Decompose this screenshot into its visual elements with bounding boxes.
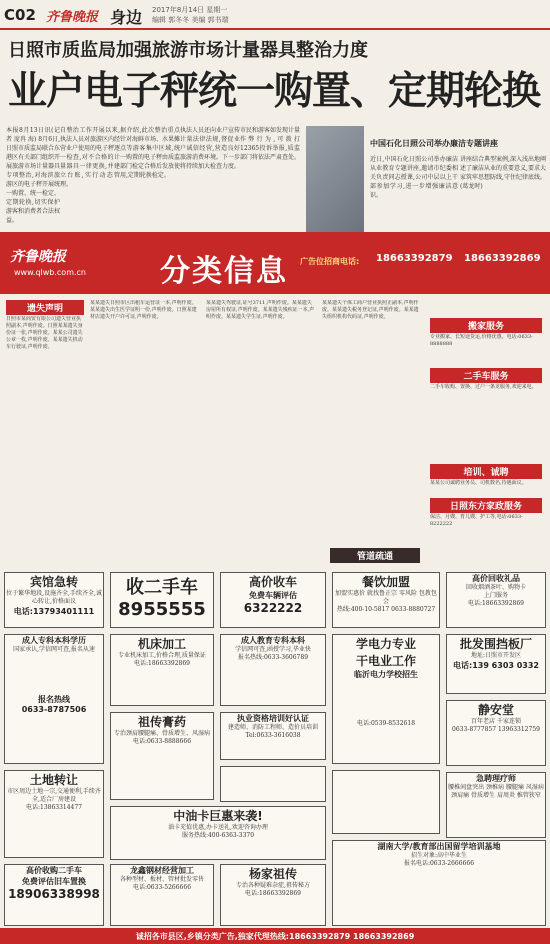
ad-body: 地址:日照市开发区	[470, 652, 522, 659]
lost-notice-column: 某某遗失个体工商户营业执照正副本,声明作废。某某遗失税务登记证,声明作废。某某遗失组织机构代码证,声明作废。	[322, 300, 419, 320]
ad-title: 静安堂	[477, 703, 514, 717]
ad-title: 成人专科本科学历	[22, 636, 86, 645]
article-kicker: 日照市质监局加强旅游市场计量器具整治力度	[8, 40, 368, 61]
banner-url[interactable]: www.qlwb.com.cn	[14, 268, 86, 277]
ad-phone: 6322222	[243, 601, 303, 615]
ad-box[interactable]	[446, 572, 546, 628]
ad-box[interactable]	[110, 864, 214, 926]
issue-date: 2017年8月14日 星期一	[152, 6, 228, 14]
page-number: C02	[4, 6, 36, 24]
ad-body: 招生对象:高中毕业生	[410, 852, 468, 859]
ad-box[interactable]	[220, 864, 326, 926]
ad-box[interactable]	[446, 772, 546, 838]
banner-logo: 齐鲁晚报	[10, 249, 66, 265]
ad-title: 高价收车	[248, 575, 297, 589]
ad-title: 土地转让	[29, 773, 78, 787]
banner-phone: 18663392869	[464, 253, 541, 264]
article-column: 执法人员还向业户宣传计量法律法规,督促业户诚信经营,营造良好旅游消费环境。下一步将持续加大检查力度。	[180, 127, 241, 170]
ad-phone: 0633-8787506	[21, 705, 87, 714]
ad-phone: 报名电话:0633-2666666	[403, 860, 475, 867]
article-column: 自整治工作开展以来,执法人员对旅游区内经营业户使用的电子秤逐一检查,对不合格的计量器具一律更换,并建立台账,实行动态管理。	[60, 127, 121, 188]
ad-box[interactable]	[4, 864, 104, 926]
move-header: 搬家服务	[430, 318, 542, 333]
ad-phone: 18906338998	[8, 887, 100, 901]
ad-phone: 8955555	[118, 599, 206, 620]
article-photo	[306, 126, 364, 238]
ad-box[interactable]	[332, 634, 440, 764]
ad-box[interactable]	[446, 700, 546, 766]
ad-box[interactable]	[4, 634, 104, 764]
banner-phone: 18663392879	[376, 253, 453, 264]
ad-phone: 电话:0539-8532618	[356, 720, 416, 727]
housekeeping-text: 保洁、月嫂、育儿嫂、护工等,电话:0633-8222222	[430, 514, 523, 527]
ad-body: 学信网可查,函授学习,毕业快	[235, 646, 311, 653]
ad-box[interactable]	[220, 766, 326, 802]
ad-title: 宾馆急转	[29, 575, 78, 589]
move-text: 专业搬家、长短途货运,价格优惠。电话:0633-8888888	[430, 334, 533, 347]
training-text: 某某公司诚聘业务员、司机数名,待遇面议。	[430, 480, 527, 486]
ad-body: 回收烟酒茶叶、购物卡	[465, 584, 526, 591]
side-article-column: 近日,中国石化日照公司举办廉洁从业教育专题讲座,邀请市纪委相关负责同志授课,公司中层以上干部参加学习,进一步增强廉洁意识。	[370, 156, 458, 199]
ad-box[interactable]	[220, 572, 326, 628]
ad-box[interactable]	[4, 572, 104, 628]
ad-phone: 电话:18663392869	[467, 600, 524, 607]
ad-box[interactable]	[332, 840, 546, 926]
section-title: 身边	[110, 8, 143, 27]
ad-body: 加盟实惠价 就找鲁正宗 零风险 包教包会	[335, 590, 437, 605]
ad-label: 报名热线	[38, 695, 70, 704]
article-headline: 业户电子秤统一购置、定期轮换	[8, 69, 541, 114]
ad-title: 学电力专业	[355, 637, 416, 651]
editor-credits: 编辑 郭冬冬 美编 郭书瑞	[152, 16, 229, 24]
ad-body: 上门服务	[483, 592, 508, 599]
lost-notice-header: 遗失声明	[6, 300, 84, 315]
used-car-text: 二手车收购、置换、过户一条龙服务,欢迎来电。	[430, 384, 537, 390]
lost-notice-column: 某某遗失驾驶证,证号3711,声明作废。某某遗失房屋所有权证,声明作废。某某遗失残疾证一本,声明作废。某某遗失学生证,声明作废。	[206, 300, 315, 320]
ad-body: 专治各种疑难杂症,祖传秘方	[236, 882, 310, 889]
ad-phone: 报名热线:0633-3606789	[237, 654, 309, 661]
article-column: 据介绍,此次整治重点针对海鲜市场、水果摊点等游客集中区域,统一购置的电子秤由质监部门检定合格后发放使用,定期轮换检定。	[120, 127, 181, 179]
side-article-column: 讲座结合典型案例,深入浅出地阐述了廉洁从业的重要意义,要求大家筑牢思想防线,守住纪律底线。(葛龙时)	[460, 156, 546, 190]
ad-box[interactable]	[220, 712, 326, 760]
lost-notice-column: 某某遗失日照市区出租车运营证一本,声明作废。某某遗失出生医学证明一份,声明作废。日照某建材店遗失开户许可证,声明作废。	[90, 300, 197, 320]
housekeeping-header: 日照东方家政服务	[430, 498, 542, 513]
ad-body: 各种型材、板材、管材批发零售	[119, 876, 204, 883]
ad-title: 急聘理疗师	[476, 774, 516, 783]
ad-phone: 电话:0633-8888666	[132, 738, 192, 745]
ad-box[interactable]	[220, 634, 326, 706]
ad-body: 市区周边土地一宗,交通便利,手续齐全,适合厂房建设	[7, 788, 101, 803]
ad-phone: 电话:13793401111	[13, 607, 95, 616]
ad-title: 龙鑫钢材经营加工	[130, 866, 194, 875]
ad-subtitle: 干电业工作	[355, 654, 416, 668]
ad-phone: 热线:400-10-5817 0633-8880727	[336, 606, 436, 613]
ad-title: 餐饮加盟	[361, 575, 410, 589]
ad-title: 湖南大学/教育部出国留学培训基地	[377, 842, 501, 851]
ad-title: 批发围挡板厂	[459, 637, 532, 651]
ad-box[interactable]	[110, 634, 214, 706]
ad-phone: Tel:0633-3616038	[245, 732, 301, 739]
ad-title: 收二手车	[126, 577, 198, 598]
ad-body: 建造师、消防工程师、造价员培训	[227, 724, 318, 731]
ad-title: 成人教育专科本科	[241, 636, 305, 645]
ad-body: 专治颈肩腰腿痛、骨质增生、风湿病	[113, 730, 210, 737]
ad-phone: 电话:13863314477	[25, 804, 82, 811]
ad-box[interactable]	[110, 806, 326, 860]
ad-phone: 0633-8777857 13963312759	[452, 726, 540, 733]
ad-subtitle: 免费评估旧车置换	[22, 877, 86, 886]
ad-body: 专业机床加工,价格合理,质量保证	[118, 652, 206, 659]
lost-notice-text: 日照市某商贸有限公司遗失营业执照副本,声明作废。日照某某遗失身份证一张,声明作废。某某公司遗失公章一枚,声明作废。某某遗失机动车行驶证,声明作废。	[6, 316, 83, 350]
ad-title: 执业资格培训好认证	[237, 714, 309, 723]
ad-body: 国家承认,学信网可查,报名从速	[13, 646, 95, 653]
ad-box[interactable]	[110, 572, 214, 628]
ad-box[interactable]	[446, 634, 546, 694]
pipe-header: 管道疏通	[330, 548, 420, 563]
ad-phone: 电话:139 6303 0332	[453, 661, 539, 670]
ad-box[interactable]	[4, 770, 104, 858]
banner-hotline-label: 广告位招商电话:	[300, 257, 360, 266]
ad-body: 油卡充值优惠,办卡送礼,欢迎咨询办理	[168, 824, 268, 831]
ad-subtitle: 免费车辆评估	[249, 591, 297, 600]
newspaper-logo: 齐鲁晚报	[46, 10, 99, 25]
article-column: 市民和游客如发现计量作弊行为,可拨打12365投诉举报,质监部门将依法严肃查处。	[240, 127, 301, 161]
ad-box[interactable]	[110, 712, 214, 800]
ad-body: 百年老店 千家连锁	[471, 718, 521, 725]
used-car-header: 二手车服务	[430, 368, 542, 383]
ad-body: 腰椎间盘突出 颈椎病 腰腿痛 风湿病 颈肩痛 骨质增生 肩周炎 椎管狭窄	[448, 784, 544, 799]
footer-bar: 诚招各市县区,乡镇分类广告,独家代理热线:18663392879 18663392869	[0, 928, 550, 944]
banner-title: 分类信息	[160, 254, 288, 289]
ad-title: 高价回收礼品	[472, 574, 520, 583]
ad-title: 机床加工	[137, 637, 186, 651]
ad-phone: 服务热线:400-6363-3370	[181, 832, 255, 839]
training-header: 培训、诚聘	[430, 464, 542, 479]
ad-body: 临沂电力学校招生	[354, 670, 418, 679]
ad-body: 位于繁华地段,设施齐全,手续齐全,诚心转让,价格面议	[6, 590, 102, 605]
ad-box[interactable]	[332, 572, 440, 628]
article-column: 本报8月13日讯(记者 庞冉 海) 8月6日,日照市质监局联合东港区有关部门组织开展旅游市场计量器具专项整治,对海滨旅游区的电子秤开展统一购置、统一检定、定期轮换,切实保护游客和消费者合法权益。	[6, 127, 61, 224]
ad-phone: 电话:0633-5266666	[132, 884, 192, 891]
ad-phone: 电话:18663392869	[244, 890, 301, 897]
ad-title: 高价收购二手车	[26, 866, 82, 875]
ad-title: 杨家祖传	[248, 867, 297, 881]
ad-title: 祖传膏药	[137, 715, 186, 729]
side-article-title: 中国石化日照公司举办廉洁专题讲座	[370, 139, 498, 148]
ad-phone: 电话:18663392869	[133, 660, 190, 667]
ad-title: 中油卡巨惠来袭!	[173, 809, 263, 823]
ad-box[interactable]	[332, 770, 440, 834]
